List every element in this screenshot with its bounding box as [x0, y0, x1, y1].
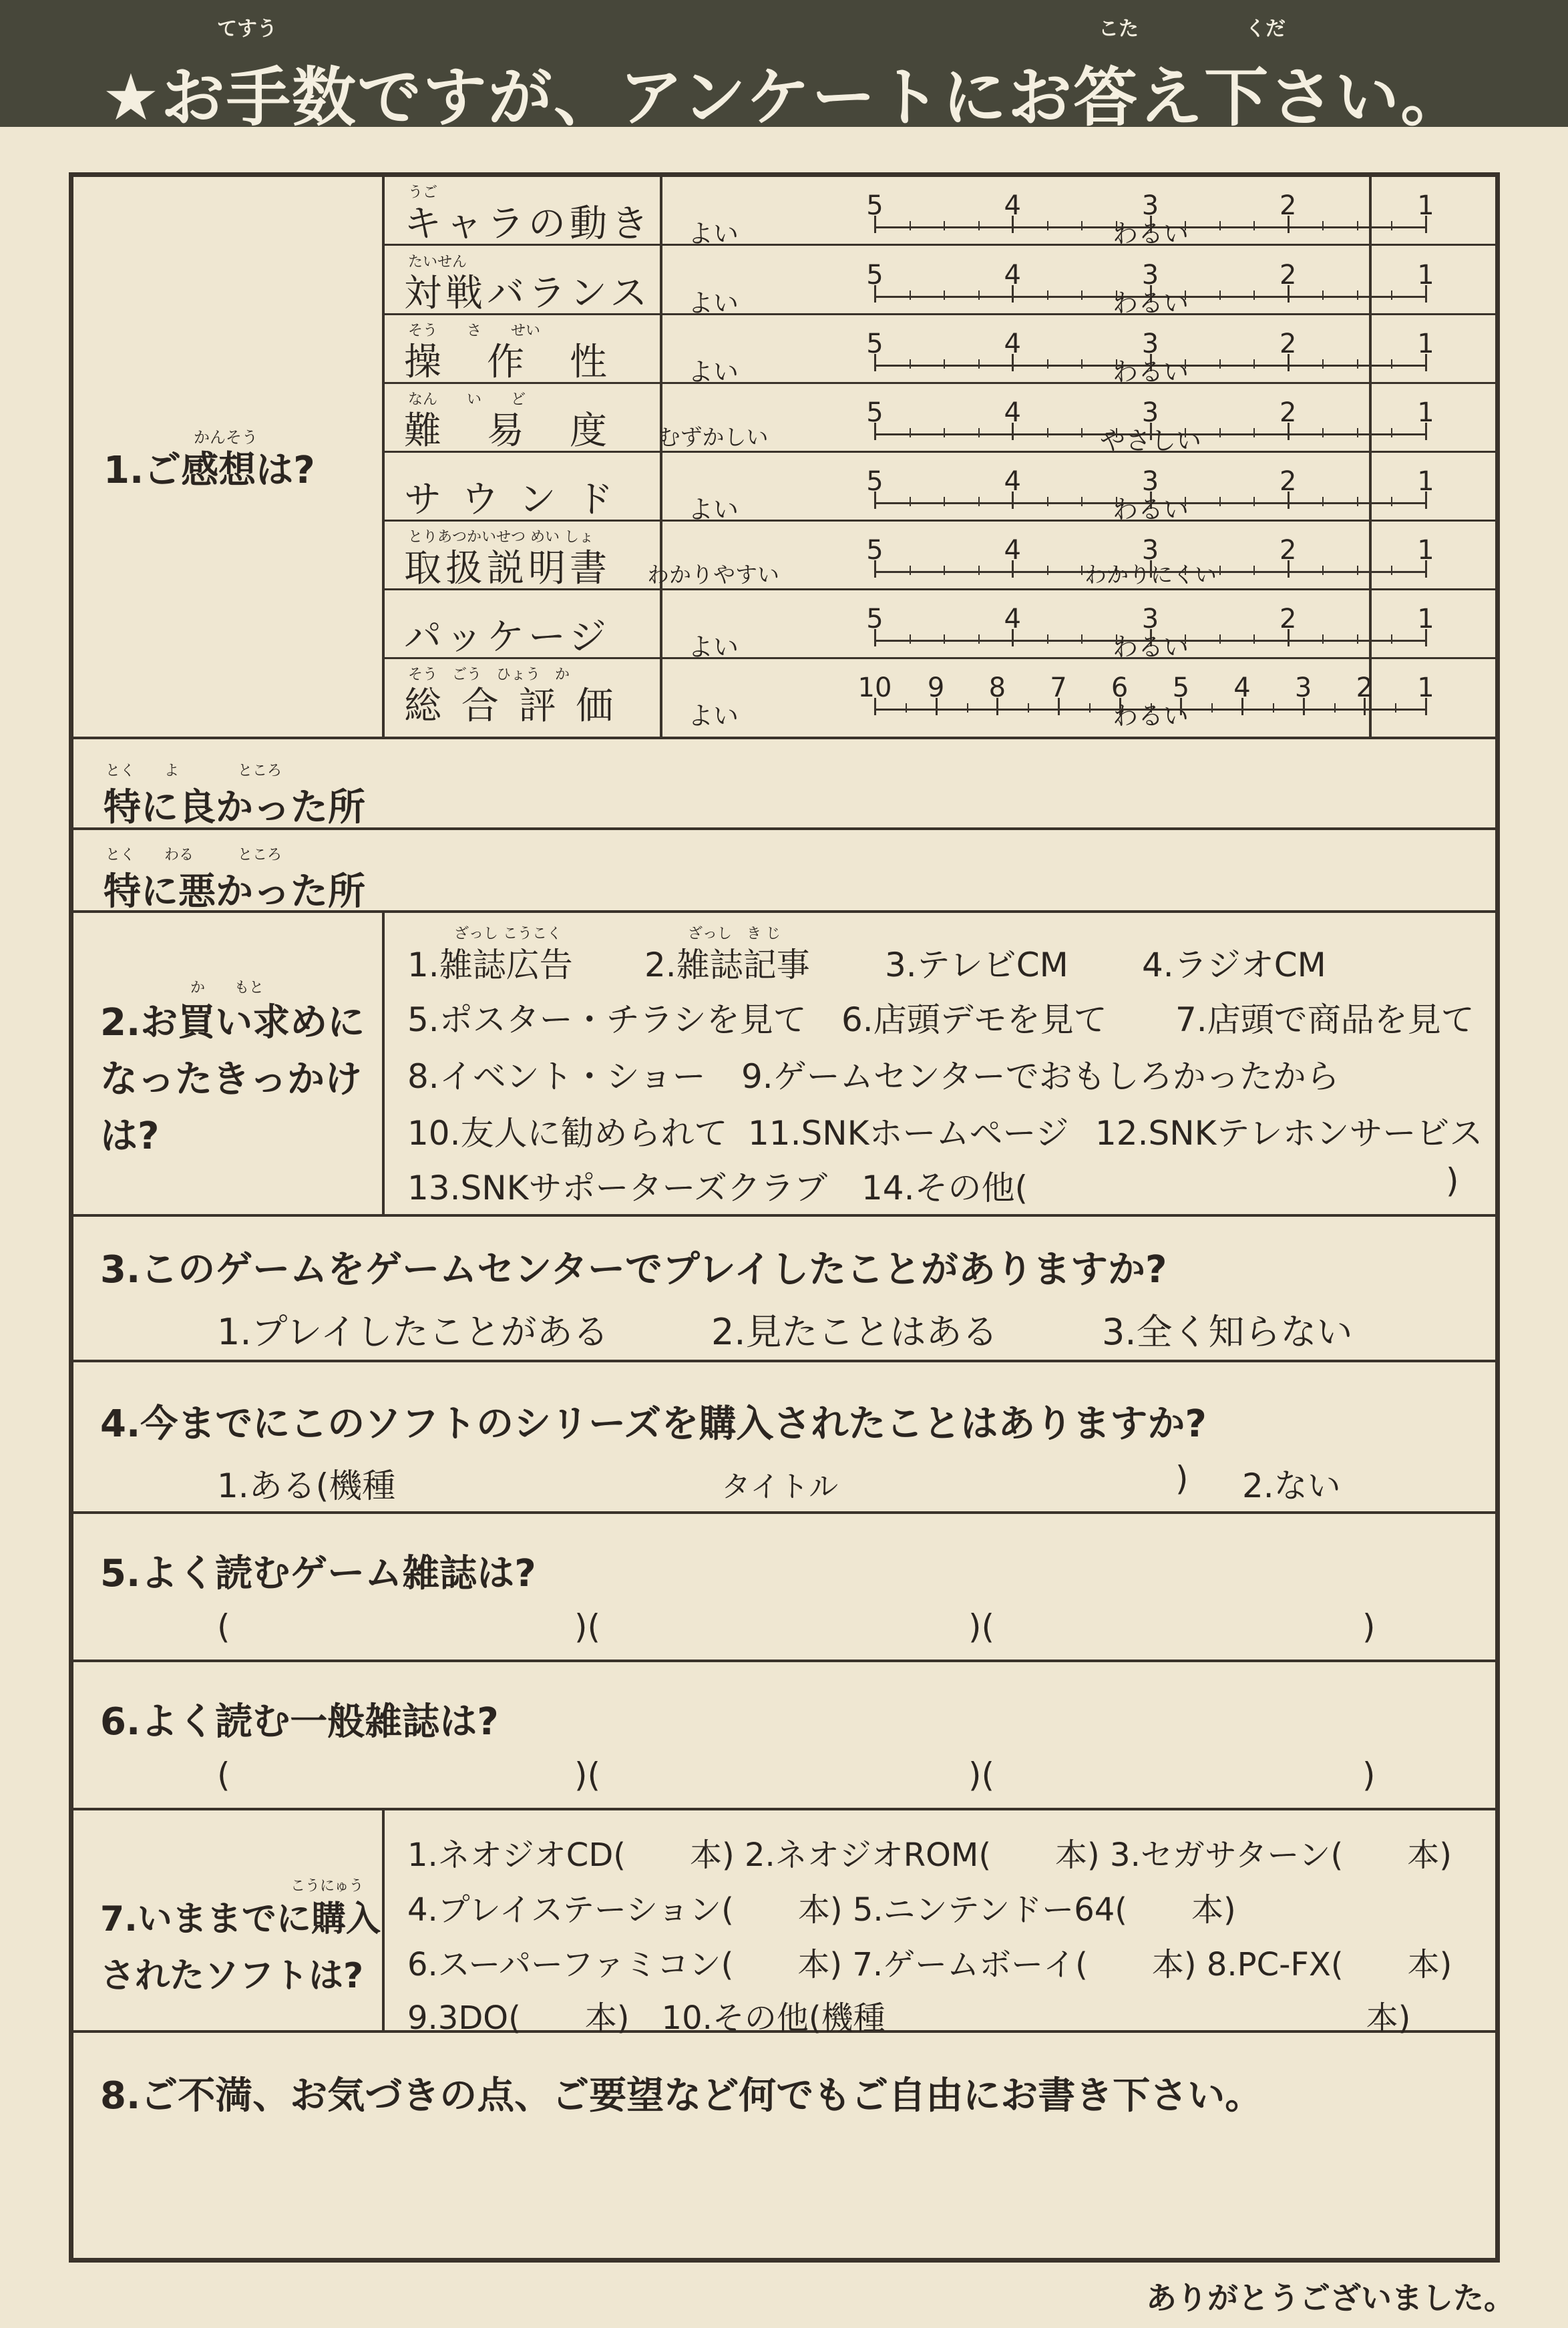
rating-left-label: むずかしい	[658, 424, 769, 450]
rating-tick-label: 1	[1417, 535, 1434, 566]
q2-option-1[interactable]: 1.雑誌広告	[407, 946, 573, 984]
rating-tick-label: 1	[1417, 672, 1434, 703]
q2-option-6[interactable]: 6.店頭デモを見て	[841, 1000, 1107, 1039]
q6-section	[73, 1662, 1495, 1810]
q4-section	[73, 1362, 1495, 1514]
header-ruby-tesuu: てすう	[217, 17, 277, 41]
rating-row-ruby: そう さ せい	[408, 323, 541, 339]
q6-blank-3-open: )(	[968, 1756, 995, 1794]
rating-minor-tick	[1391, 290, 1392, 300]
q5-blank-2-open: )(	[574, 1607, 601, 1646]
rating-minor-tick	[944, 634, 945, 644]
rating-minor-tick	[1219, 290, 1221, 300]
rating-minor-tick	[1253, 221, 1255, 230]
rating-minor-tick	[978, 634, 980, 644]
rating-tick-label: 5	[866, 260, 884, 290]
rating-minor-tick	[1395, 703, 1396, 713]
rating-minor-tick	[1047, 359, 1048, 369]
thanks-text: ありがとうございました。	[1146, 2280, 1515, 2316]
rating-row-label: 総 合 評 価	[404, 685, 618, 728]
q4-close-paren: )	[1175, 1459, 1189, 1498]
rating-minor-tick	[1047, 428, 1048, 437]
rating-tick-label: 1	[1417, 260, 1434, 290]
rating-minor-tick	[1391, 221, 1392, 230]
rating-minor-tick	[1391, 566, 1392, 575]
rating-tick-label: 3	[1141, 604, 1159, 634]
rating-minor-tick	[1219, 221, 1221, 230]
rating-tick-label: 3	[1141, 329, 1159, 359]
rating-tick-label: 5	[866, 535, 884, 566]
q5-section	[73, 1514, 1495, 1662]
rating-minor-tick	[1081, 359, 1083, 369]
rating-minor-tick	[978, 359, 980, 369]
rating-minor-tick	[1322, 428, 1324, 437]
rating-tick-label: 2	[1280, 604, 1297, 634]
q7-line-2[interactable]: 4.プレイステーション( 本) 5.ニンテンドー64( 本)	[407, 1891, 1236, 1929]
rating-row-label: 難 易 度	[404, 409, 611, 453]
rating-tick-label: 2	[1280, 466, 1297, 497]
header-ruby-kota: こた	[1099, 17, 1139, 41]
q5-blank-3-open: )(	[968, 1607, 995, 1646]
rating-tick-label: 5	[866, 190, 884, 221]
header-banner	[0, 0, 1568, 135]
q7-line-3[interactable]: 6.スーパーファミコン( 本) 7.ゲームボーイ( 本) 8.PC-FX( 本)	[407, 1946, 1452, 1983]
rating-right-label: わるい	[1112, 495, 1189, 524]
rating-tick-label: 6	[1111, 672, 1129, 703]
q7-divider	[382, 1810, 385, 2030]
rating-tick-label: 2	[1356, 672, 1374, 703]
rating-row-ruby: とりあつかいせつ めい しょ	[408, 529, 594, 546]
q4-option-2[interactable]: 2.ない	[1242, 1467, 1341, 1505]
rating-minor-tick	[1391, 497, 1392, 506]
q1-label: 1.ご感想は?	[104, 449, 315, 492]
q2-option-4[interactable]: 4.ラジオCM	[1142, 946, 1326, 984]
rating-minor-tick	[1219, 634, 1221, 644]
rating-left-label: よい	[687, 357, 739, 387]
rating-row	[384, 659, 1495, 735]
rating-left-label: よい	[687, 495, 739, 524]
q2-divider	[382, 913, 385, 1214]
rating-tick-label: 4	[1233, 672, 1251, 703]
rating-minor-tick	[1357, 428, 1358, 437]
rating-row	[384, 246, 1495, 318]
rating-minor-tick	[910, 359, 911, 369]
rating-minor-tick	[910, 634, 911, 644]
rating-minor-tick	[1357, 634, 1358, 644]
rating-minor-tick	[1391, 359, 1392, 369]
rating-minor-tick	[1391, 634, 1392, 644]
q2-option-7[interactable]: 7.店頭で商品を見て	[1175, 1000, 1475, 1039]
q7-ruby: こうにゅう	[290, 1878, 364, 1895]
header-ruby-kuda: くだ	[1245, 17, 1286, 41]
rating-left-label: よい	[687, 219, 739, 248]
rating-row	[384, 590, 1495, 662]
rating-tick-label: 2	[1280, 190, 1297, 221]
rating-right-label: わるい	[1112, 357, 1189, 387]
rating-tick-label: 2	[1280, 397, 1297, 428]
rating-tick-label: 3	[1141, 260, 1159, 290]
rating-minor-tick	[1322, 497, 1324, 506]
rating-minor-tick	[1322, 359, 1324, 369]
q3-option-3[interactable]: 3.全く知らない	[1102, 1311, 1353, 1353]
rating-tick-label: 9	[927, 672, 945, 703]
rating-right-label: わるい	[1112, 288, 1189, 318]
q2-option-8[interactable]: 8.イベント・ショー	[407, 1057, 706, 1096]
q2-option-9[interactable]: 9.ゲームセンターでおもしろかったから	[741, 1057, 1340, 1096]
rating-tick-label: 4	[1004, 397, 1021, 428]
q5-label: 5.よく読むゲーム雑誌は?	[100, 1552, 536, 1595]
rating-minor-tick	[1219, 428, 1221, 437]
rating-tick-label: 4	[1004, 260, 1021, 290]
rating-minor-tick	[1334, 703, 1336, 713]
rating-minor-tick	[1253, 566, 1255, 575]
q2-option-12[interactable]: 12.SNKテレホンサービス	[1095, 1114, 1483, 1153]
rating-minor-tick	[1357, 221, 1358, 230]
q2-ruby-article: ざっし き じ	[688, 926, 781, 942]
rating-minor-tick	[1253, 634, 1255, 644]
rating-left-label: よい	[687, 288, 739, 318]
rating-minor-tick	[978, 497, 980, 506]
rating-minor-tick	[1357, 290, 1358, 300]
rating-right-label: わかりにくい	[1085, 562, 1217, 588]
rating-tick-label: 5	[1172, 672, 1190, 703]
q2-option-5[interactable]: 5.ポスター・チラシを見て	[407, 1000, 807, 1039]
q8-section[interactable]	[73, 2033, 1495, 2260]
rating-left-label: よい	[687, 632, 739, 662]
rating-tick-label: 1	[1417, 397, 1434, 428]
good-ruby: とく よ ところ	[106, 763, 282, 779]
rating-tick-label: 1	[1417, 329, 1434, 359]
rating-minor-tick	[1047, 290, 1048, 300]
q1-ruby: かんそう	[194, 428, 258, 447]
q3-option-2[interactable]: 2.見たことはある	[711, 1311, 998, 1353]
q2-other-close: )	[1446, 1161, 1459, 1200]
rating-minor-tick	[1028, 703, 1029, 713]
rating-row-ruby: なん い ど	[408, 391, 526, 408]
rating-minor-tick	[1322, 290, 1324, 300]
rating-minor-tick	[910, 221, 911, 230]
rating-row	[384, 177, 1495, 246]
q2-option-3[interactable]: 3.テレビCM	[885, 946, 1068, 984]
rating-minor-tick	[944, 566, 945, 575]
q2-section	[73, 913, 1495, 1217]
rating-row-ruby: うご	[408, 184, 438, 201]
q2-option-14[interactable]: 14.その他(	[861, 1169, 1028, 1207]
rating-minor-tick	[944, 221, 945, 230]
q7-section	[73, 1810, 1495, 2037]
rating-minor-tick	[944, 359, 945, 369]
rating-tick-label: 2	[1280, 329, 1297, 359]
rating-minor-tick	[1081, 634, 1083, 644]
page-title: ★お手数ですが、アンケートにお答え下さい。	[102, 60, 1466, 135]
rating-tick-label: 2	[1280, 260, 1297, 290]
rating-row	[384, 522, 1495, 590]
rating-minor-tick	[1322, 566, 1324, 575]
rating-minor-tick	[1219, 359, 1221, 369]
rating-minor-tick	[1253, 359, 1255, 369]
q6-blank-1-open: (	[217, 1756, 230, 1794]
q3-label: 3.このゲームをゲームセンターでプレイしたことがありますか?	[100, 1248, 1167, 1292]
q7-label-line1: 7.いままでに購入	[100, 1899, 381, 1939]
q4-title-label: タイトル	[721, 1470, 839, 1504]
rating-minor-tick	[1047, 497, 1048, 506]
rating-minor-tick	[944, 290, 945, 300]
rating-row	[384, 315, 1495, 387]
q2-label-line3: は?	[100, 1115, 160, 1158]
rating-minor-tick	[910, 497, 911, 506]
q2-ruby: か もと	[190, 980, 264, 996]
rating-minor-tick	[978, 221, 980, 230]
rating-minor-tick	[1322, 634, 1324, 644]
rating-minor-tick	[1081, 221, 1083, 230]
rating-minor-tick	[1253, 428, 1255, 437]
rating-minor-tick	[1357, 359, 1358, 369]
q3-option-1[interactable]: 1.プレイしたことがある	[217, 1311, 609, 1353]
rating-row-label: キャラの動き	[404, 202, 652, 246]
q4-label: 4.今までにこのソフトのシリーズを購入されたことはありますか?	[100, 1402, 1207, 1446]
rating-left-label: わかりやすい	[647, 562, 779, 588]
rating-row-ruby: そう ごう ひょう か	[408, 666, 570, 683]
rating-row-label: パッケージ	[404, 616, 610, 659]
rating-tick-label: 8	[988, 672, 1006, 703]
rating-minor-tick	[906, 703, 907, 713]
questionnaire-form	[69, 172, 1500, 2263]
rating-minor-tick	[967, 703, 968, 713]
bad-section	[73, 830, 1495, 913]
q2-label-line1: 2.お買い求めに	[100, 1001, 365, 1044]
q2-option-10[interactable]: 10.友人に勧められて	[407, 1114, 728, 1153]
rating-left-label: よい	[687, 701, 739, 731]
rating-right-label: わるい	[1112, 701, 1189, 731]
rating-minor-tick	[944, 497, 945, 506]
q7-line-4[interactable]: 9.3DO( 本) 10.その他(機種 本)	[407, 1999, 1411, 2037]
rating-tick-label: 7	[1050, 672, 1067, 703]
good-section	[73, 739, 1495, 830]
rating-tick-label: 4	[1004, 604, 1021, 634]
rating-minor-tick	[1253, 497, 1255, 506]
rating-right-label: わるい	[1112, 632, 1189, 662]
rating-tick-label: 5	[866, 466, 884, 497]
q2-option-13[interactable]: 13.SNKサポーターズクラブ	[407, 1169, 827, 1207]
rating-tick-label: 4	[1004, 329, 1021, 359]
rating-tick-label: 3	[1141, 466, 1159, 497]
rating-tick-label: 3	[1141, 190, 1159, 221]
rating-minor-tick	[1357, 497, 1358, 506]
rating-row-label: 対戦バランス	[404, 272, 652, 315]
q6-blank-2-open: )(	[574, 1756, 601, 1794]
rating-minor-tick	[910, 566, 911, 575]
rating-tick-label: 3	[1294, 672, 1312, 703]
rating-row	[384, 453, 1495, 522]
q1-section	[73, 177, 1495, 739]
q6-label: 6.よく読む一般雑誌は?	[100, 1700, 499, 1744]
rating-minor-tick	[1081, 497, 1083, 506]
rating-row-label: 取扱説明書	[404, 547, 611, 590]
rating-minor-tick	[1219, 566, 1221, 575]
rating-tick-label: 5	[866, 397, 884, 428]
rating-minor-tick	[978, 290, 980, 300]
q2-ruby-ad: ざっし こうこく	[454, 926, 562, 942]
rating-minor-tick	[1047, 221, 1048, 230]
q6-blank-3-close: )	[1362, 1756, 1376, 1794]
q2-label-line2: なったきっかけ	[100, 1058, 362, 1101]
q7-label-line2: されたソフトは?	[100, 1956, 364, 1996]
rating-tick-label: 2	[1280, 535, 1297, 566]
rating-tick-label: 4	[1004, 466, 1021, 497]
q8-label: 8.ご不満、お気づきの点、ご要望など何でもご自由にお書き下さい。	[100, 2074, 1263, 2118]
rating-minor-tick	[978, 566, 980, 575]
rating-minor-tick	[1047, 566, 1048, 575]
rating-minor-tick	[1357, 566, 1358, 575]
rating-right-label: やさしい	[1099, 426, 1201, 455]
q2-option-11[interactable]: 11.SNKホームページ	[748, 1114, 1069, 1153]
rating-minor-tick	[1273, 703, 1274, 713]
rating-row-label: サ ウ ン ド	[404, 478, 618, 522]
rating-row-label: 操 作 性	[404, 341, 611, 384]
rating-minor-tick	[1047, 634, 1048, 644]
q5-blank-3-close: )	[1362, 1607, 1376, 1646]
rating-tick-label: 1	[1417, 466, 1434, 497]
rating-tick-label: 4	[1004, 535, 1021, 566]
q5-blank-1-open: (	[217, 1607, 230, 1646]
rating-minor-tick	[1081, 428, 1083, 437]
q7-line-1[interactable]: 1.ネオジオCD( 本) 2.ネオジオROM( 本) 3.セガサターン( 本)	[407, 1836, 1452, 1874]
rating-minor-tick	[910, 290, 911, 300]
rating-tick-label: 3	[1141, 535, 1159, 566]
rating-tick-label: 5	[866, 604, 884, 634]
rating-minor-tick	[1081, 566, 1083, 575]
rating-minor-tick	[944, 428, 945, 437]
q3-section	[73, 1217, 1495, 1362]
rating-tick-label: 5	[866, 329, 884, 359]
rating-minor-tick	[1081, 290, 1083, 300]
good-label: 特に良かった所	[104, 786, 365, 829]
rating-row-ruby: たいせん	[408, 254, 467, 270]
rating-minor-tick	[1322, 221, 1324, 230]
q4-option-1[interactable]: 1.ある(機種	[217, 1467, 396, 1505]
rating-minor-tick	[1219, 497, 1221, 506]
rating-row	[384, 384, 1495, 453]
rating-right-label: わるい	[1112, 219, 1189, 248]
bad-ruby: とく わる ところ	[106, 847, 282, 863]
rating-minor-tick	[978, 428, 980, 437]
rating-minor-tick	[910, 428, 911, 437]
q2-option-2[interactable]: 2.雑誌記事	[644, 946, 810, 984]
bad-label: 特に悪かった所	[104, 870, 365, 914]
rating-tick-label: 10	[857, 672, 892, 703]
rating-tick-label: 4	[1004, 190, 1021, 221]
rating-minor-tick	[1253, 290, 1255, 300]
rating-tick-label: 1	[1417, 604, 1434, 634]
rating-tick-label: 1	[1417, 190, 1434, 221]
rating-minor-tick	[1391, 428, 1392, 437]
rating-tick-label: 3	[1141, 397, 1159, 428]
